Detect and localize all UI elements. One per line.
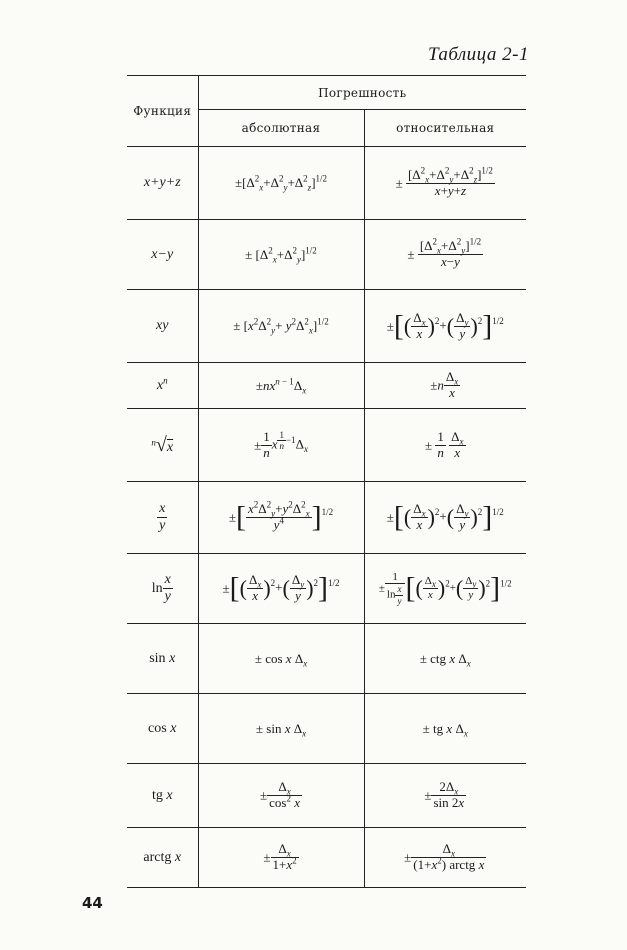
relative-error-cell: ±n $\frac{\Delta_x}{x}$ <box>364 363 526 409</box>
table-caption: Таблица 2-1 <box>427 44 529 65</box>
relative-error-cell: ±[( $\frac{\Delta_x}{x}$ )$^2$+( $\frac{\Delta_y}{y}$ )$^2$]$^{1/2}$ <box>364 290 526 363</box>
relative-error-cell: ± $\frac{1}{n}$ $\frac{\Delta_x}{x}$ <box>364 409 526 482</box>
function-cell: ln $\frac{x}{y}$ <box>127 554 198 624</box>
relative-error-cell: ± $\frac{[\Delta^2_x+\Delta^2_y]^{1/2}}{x-y}$ <box>364 220 526 290</box>
header-function: Функция <box>127 76 198 147</box>
absolute-error-cell: ±[ $\frac{x^2\Delta^2_y+y^2\Delta^2_x}{y^4}$ ]$^{1/2}$ <box>198 482 364 554</box>
absolute-error-cell: ± sin x $\Delta_x$ <box>198 694 364 764</box>
table-row <box>127 694 526 764</box>
relative-error-cell: ± 1 ln $\frac{x}{y}$ [( $\frac{\Delta_x}{x}$ )$^2$+( $\frac{\Delta_y}{y}$ )$^2$]$^{1/2}$ <box>364 554 526 624</box>
absolute-error-cell: $\pm nx^{n - 1}\Delta_x$ <box>198 363 364 409</box>
absolute-error-cell: ± cos x $\Delta_x$ <box>198 624 364 694</box>
header-error: Погрешность <box>198 76 526 110</box>
table-row <box>127 290 526 363</box>
function-cell: x−y <box>127 220 198 290</box>
page-number: 44 <box>82 894 103 912</box>
table-row <box>127 147 526 220</box>
table-row <box>127 363 526 409</box>
absolute-error-cell: ±[( $\frac{\Delta_x}{x}$ )$^2$+( $\frac{\Delta_y}{y}$ )$^2$]$^{1/2}$ <box>198 554 364 624</box>
function-cell: $^n$√x <box>127 409 198 482</box>
relative-error-cell: ± $\frac{2\Delta_x}{\sin 2x}$ <box>364 764 526 828</box>
relative-error-cell: ± $\frac{[\Delta^2_x+\Delta^2_y+\Delta^2_z]^{1/2}}{x+y+z}$ <box>364 147 526 220</box>
table-row <box>127 220 526 290</box>
absolute-error-cell: ± $\frac{\Delta_x}{\cos^2 x}$ <box>198 764 364 828</box>
relative-error-cell: ± tg x $\Delta_x$ <box>364 694 526 764</box>
error-formulas-table <box>127 75 526 888</box>
absolute-error-cell: ± $\frac{\Delta_x}{1+x^2}$ <box>198 828 364 888</box>
table-row <box>127 624 526 694</box>
function-cell: xy <box>127 290 198 363</box>
table-row <box>127 554 526 624</box>
function-cell: cos x <box>127 694 198 764</box>
table-row <box>127 482 526 554</box>
function-cell: arctg x <box>127 828 198 888</box>
table-row <box>127 409 526 482</box>
header-absolute: абсолютная <box>198 110 364 147</box>
function-cell: $x^n$ <box>127 363 198 409</box>
absolute-error-cell: ± $[\Delta^2_x+\Delta^2_y]^{1/2}$ <box>198 220 364 290</box>
absolute-error-cell: $\pm[\Delta^2_x+\Delta^2_y+\Delta^2_z]^{1/2}$ <box>198 147 364 220</box>
absolute-error-cell: ± $[x^2\Delta^2_y+ y^2\Delta^2_x]^{1/2}$ <box>198 290 364 363</box>
absolute-error-cell: ± $\frac{1}{n}$ x $^{\frac{1}{n} -1}\Delta_x$ <box>198 409 364 482</box>
relative-error-cell: ± ctg x $\Delta_x$ <box>364 624 526 694</box>
relative-error-cell: ± $\frac{\Delta_x}{(1+x^2) arctg x}$ <box>364 828 526 888</box>
function-cell: $\frac{x}{y}$ <box>127 482 198 554</box>
table-row <box>127 764 526 828</box>
function-cell: tg x <box>127 764 198 828</box>
function-cell: sin x <box>127 624 198 694</box>
relative-error-cell: ±[( $\frac{\Delta_x}{x}$ )$^2$+( $\frac{\Delta_y}{y}$ )$^2$]$^{1/2}$ <box>364 482 526 554</box>
function-cell: x+y+z <box>127 147 198 220</box>
header-relative: относительная <box>364 110 526 147</box>
table-row <box>127 828 526 888</box>
